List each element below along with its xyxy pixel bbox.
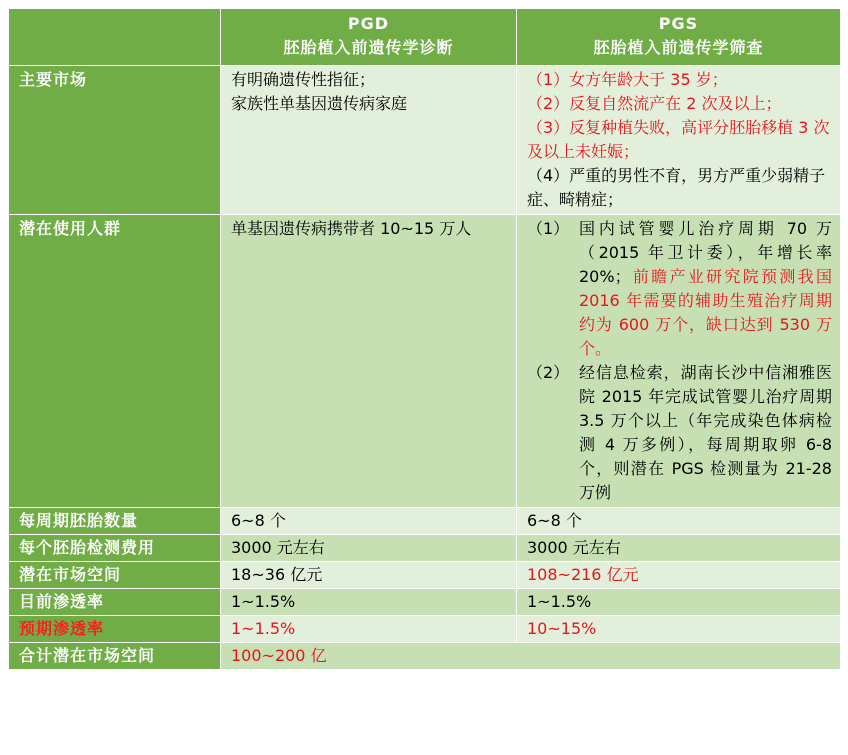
pgs-market-item: （2）反复自然流产在 2 次及以上； xyxy=(527,94,782,113)
total-value-cell: 100~200 亿 xyxy=(221,643,841,670)
pgs-cell: 10~15% xyxy=(517,616,841,643)
row-label: 潜在使用人群 xyxy=(9,215,221,508)
comparison-table xyxy=(8,8,841,670)
row-label: 合计潜在市场空间 xyxy=(9,643,221,670)
row-label: 目前渗透率 xyxy=(9,589,221,616)
pgd-cell: 3000 元左右 xyxy=(221,535,517,562)
table-row-total xyxy=(9,643,841,670)
pgd-population-cell: 单基因遗传病携带者 10~15 万人 xyxy=(221,215,517,508)
pgd-cell: 6~8 个 xyxy=(221,508,517,535)
header-pgd-title: PGD xyxy=(347,14,390,33)
row-label: 每个胚胎检测费用 xyxy=(9,535,221,562)
pgd-market-cell xyxy=(221,66,517,215)
pgs-market-item: （4）严重的男性不育，男方严重少弱精子症、畸精症； xyxy=(527,166,826,209)
item-text-highlight: 前瞻产业研究院预测我国 2016 年需要的辅助生殖治疗周期约为 600 万个，缺口达到 530 万个。 xyxy=(579,267,832,358)
pgs-population-item xyxy=(527,217,832,361)
item-number: （2） xyxy=(527,363,570,382)
table-row-population xyxy=(9,215,841,508)
pgd-market-line: 有明确遗传性指征； xyxy=(231,70,376,89)
pgd-cell: 18~36 亿元 xyxy=(221,562,517,589)
pgs-cell: 1~1.5% xyxy=(517,589,841,616)
table-row-embryos xyxy=(9,508,841,535)
row-label: 潜在市场空间 xyxy=(9,562,221,589)
table-row-market xyxy=(9,66,841,215)
pgs-population-cell xyxy=(517,215,841,508)
pgs-market-item: （3）反复种植失败，高评分胚胎移植 3 次及以上未妊娠； xyxy=(527,118,830,161)
row-label: 每周期胚胎数量 xyxy=(9,508,221,535)
header-empty-cell xyxy=(9,9,221,66)
table-header-row xyxy=(9,9,841,66)
table-row-space xyxy=(9,562,841,589)
pgd-cell: 1~1.5% xyxy=(221,616,517,643)
pgs-market-item: （1）女方年龄大于 35 岁； xyxy=(527,70,728,89)
table-row-current xyxy=(9,589,841,616)
table-row-expected xyxy=(9,616,841,643)
header-pgs xyxy=(517,9,841,66)
pgs-cell: 6~8 个 xyxy=(517,508,841,535)
row-label: 主要市场 xyxy=(9,66,221,215)
header-pgd-subtitle: 胚胎植入前遗传学诊断 xyxy=(283,38,454,57)
pgd-market-line: 家族性单基因遗传病家庭 xyxy=(231,94,408,113)
table-row-cost xyxy=(9,535,841,562)
pgs-population-item xyxy=(527,361,832,505)
pgs-market-cell xyxy=(517,66,841,215)
header-pgd xyxy=(221,9,517,66)
header-pgs-title: PGS xyxy=(658,14,699,33)
pgs-cell: 108~216 亿元 xyxy=(517,562,841,589)
header-pgs-subtitle: 胚胎植入前遗传学筛查 xyxy=(593,38,764,57)
pgs-cell: 3000 元左右 xyxy=(517,535,841,562)
item-number: （1） xyxy=(527,219,570,238)
item-text: 国内试管婴儿治疗周期 70 万（2015 年卫计委），年增长率 20%； xyxy=(579,219,832,286)
item-text: 经信息检索，湖南长沙中信湘雅医院 2015 年完成试管婴儿治疗周期 3.5 万个以上（年完成染色体病检测 4 万多例），每周期取卵 6-8 个，则潜在 PGS 检测量为 21-28 万例 xyxy=(579,363,832,502)
pgd-cell: 1~1.5% xyxy=(221,589,517,616)
row-label: 预期渗透率 xyxy=(9,616,221,643)
